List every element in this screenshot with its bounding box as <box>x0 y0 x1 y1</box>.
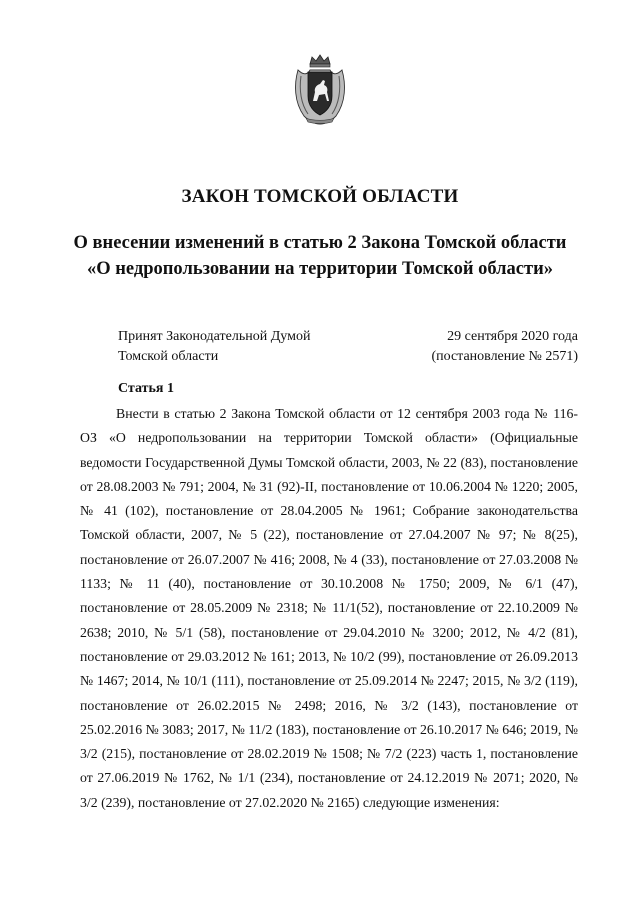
adopted-by-line2: Томской области <box>118 349 219 364</box>
law-subtitle: О внесении изменений в статью 2 Закона Томской области «О недропользовании на территории Томской области» <box>73 233 567 279</box>
resolution-number: (постановление № 2571) <box>431 349 578 364</box>
coat-of-arms-icon <box>292 54 348 126</box>
law-title: ЗАКОН ТОМСКОЙ ОБЛАСТИ <box>181 186 459 207</box>
adopted-date: 29 сентября 2020 года <box>447 329 578 344</box>
adoption-info <box>431 327 578 367</box>
adopted-by-line1: Принят Законодательной Думой <box>118 329 311 344</box>
article-heading: Статья 1 <box>118 381 174 396</box>
article-text: Внести в статью 2 Закона Томской области от 12 сентября 2003 года № 116-ОЗ «О недропользовании на территории Томской области» (Официальные ведомости Государственной Думы Томской области, 2003, № 22 (83), постановление от 28.08.2003 № 791; 2004, № 31 (92)-II, постановление от 10.06.2004 № 1220; 2005, № 41 (102), постановление от 28.04.2005 № 1961; Собрание законодательства Томской области, 2007, № 5 (22), постановление от 27.04.2007 № 97; № 8(25), постановление от 26.07.2007 № 416; 2008, № 4 (33), постановление от 27.03.2008 № 1133; № 11 (40), постановление от 30.10.2008 № 1750; 2009, № 6/1 (47), постановление от 28.05.2009 № 2318; № 11/1(52), постановление от 22.10.2009 № 2638; 2010, № 5/1 (58), постановление от 29.04.2010 № 3200; 2012, № 4/2 (81), постановление от 29.03.2012 № 161; 2013, № 10/2 (99), постановление от 26.09.2013 № 1467; 2014, № 10/1 (111), постановление от 25.09.2014 № 2247; 2015, № 3/2 (119), постановление от 26.02.2015 № 2498; 2016, № 3/2 (143), постановление от 25.02.2016 № 3083; 2017, № 11/2 (183), постановление от 26.10.2017 № 646; 2019, № 3/2 (215), постановление от 28.02.2019 № 1508; № 7/2 (223) часть 1, постановление от 27.06.2019 № 1762, № 1/1 (234), постановление от 24.12.2019 № 2071; 2020, № 3/2 (239), постановление от 27.02.2020 № 2165) следующие изменения: <box>80 406 578 810</box>
adopted-by <box>118 327 310 367</box>
